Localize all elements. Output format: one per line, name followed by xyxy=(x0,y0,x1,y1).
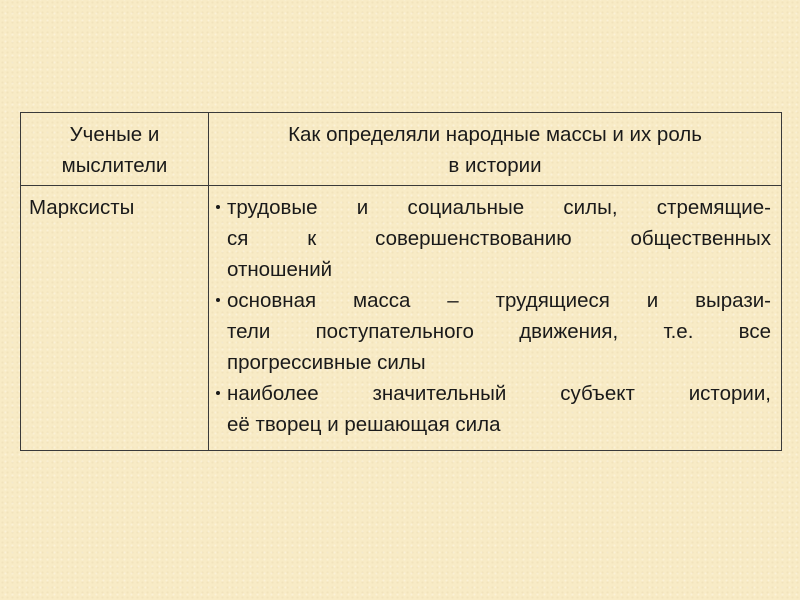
row-name: Марксисты xyxy=(29,196,135,219)
list-item-line: ся к совершенствованию общественных xyxy=(227,227,771,250)
list-item xyxy=(215,192,771,285)
table-header-row xyxy=(21,113,782,186)
list-item-line: тели поступательного движения, т.е. все xyxy=(227,320,771,343)
list-item-line: её творец и решающая сила xyxy=(227,413,501,436)
header-text: мыслители xyxy=(61,154,168,177)
list-item-line: трудовые и социальные силы, стремящие- xyxy=(227,196,771,219)
content-table xyxy=(20,112,782,451)
row-definition-cell xyxy=(209,186,782,451)
row-name-cell xyxy=(21,186,209,451)
header-text: Ученые и xyxy=(69,123,160,146)
table-row xyxy=(21,186,782,451)
list-item-line: прогрессивные силы xyxy=(227,351,426,374)
list-item-line: отношений xyxy=(227,258,333,281)
list-item xyxy=(215,378,771,440)
list-item-line: наиболее значительный субъект истории, xyxy=(227,382,771,405)
bullet-list xyxy=(215,192,771,440)
header-text: в истории xyxy=(448,154,542,177)
list-item xyxy=(215,285,771,378)
list-item-line: основная масса – трудящиеся и вырази- xyxy=(227,289,771,312)
header-cell-definition xyxy=(209,113,782,186)
header-cell-scholars xyxy=(21,113,209,186)
header-text: Как определяли народные массы и их роль xyxy=(288,123,702,146)
